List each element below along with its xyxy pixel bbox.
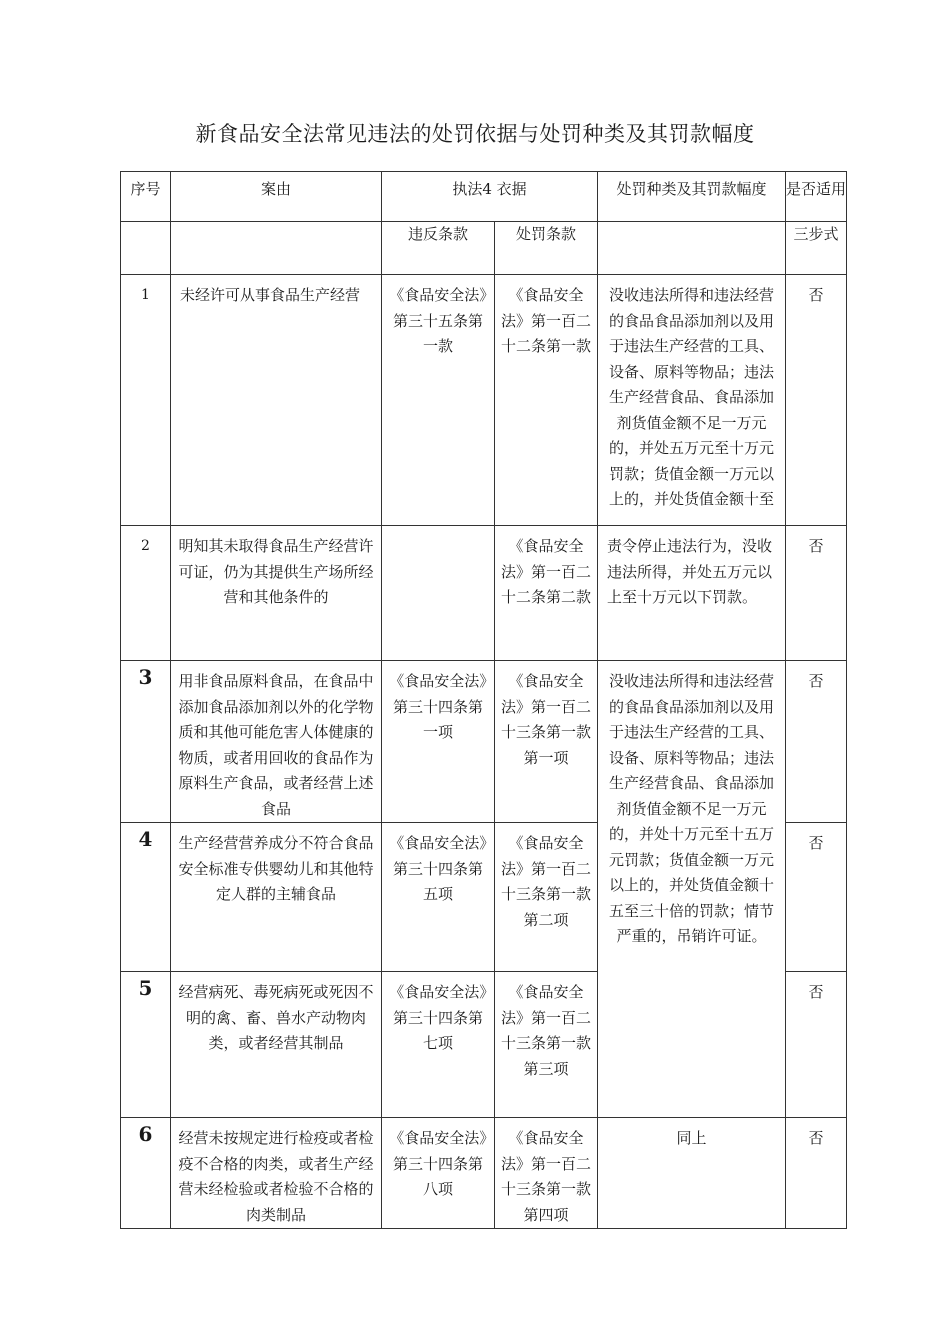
row-applicable: 否 — [786, 661, 847, 823]
table-row — [121, 275, 847, 526]
row-seq: 2 — [121, 526, 171, 661]
row-penalty — [598, 275, 786, 526]
header-applicable-1: 是否适用 — [786, 172, 847, 222]
header-violated: 违反条款 — [382, 222, 495, 275]
header-penalty: 处罚种类及其罚款幅度 — [598, 172, 786, 222]
row-case: 用非食品原料食品，在食品中添加食品添加剂以外的化学物质和其他可能危害人体健康的物质，或者用回收的食品作为原料生产食品，或者经营上述食品 — [171, 661, 382, 823]
row-applicable: 否 — [786, 1118, 847, 1229]
row-punish: 《食品安全法》第一百二十二条第一款 — [495, 275, 598, 526]
table-row — [121, 526, 847, 661]
row-case: 明知其未取得食品生产经营许可证，仍为其提供生产场所经营和其他条件的 — [171, 526, 382, 661]
row-violated — [382, 526, 495, 661]
header-seq: 序号 — [121, 172, 171, 222]
row-applicable: 否 — [786, 526, 847, 661]
row-case: 经营病死、毒死病死或死因不明的禽、畜、兽水产动物肉类，或者经营其制品 — [171, 972, 382, 1118]
row-violated: 《食品安全法》第三十五条第一款 — [382, 275, 495, 526]
header-row — [121, 172, 847, 222]
penalty-table — [120, 171, 847, 1229]
row-violated: 《食品安全法》第三十四条第七项 — [382, 972, 495, 1118]
table-row — [121, 1118, 847, 1229]
row-applicable: 否 — [786, 275, 847, 526]
row-punish: 《食品安全法》第一百二十三条第一款第四项 — [495, 1118, 598, 1229]
header-case: 案由 — [171, 172, 382, 222]
header-basis: 执法4 衣据 — [382, 172, 598, 222]
row-penalty: 责令停止违法行为，没收违法所得，并处五万元以上至十万元以下罚款。 — [598, 526, 786, 661]
row-seq: 6 — [121, 1118, 171, 1229]
subheader-row — [121, 222, 847, 275]
row-penalty-text: 没收违法所得和违法经营的食品食品添加剂以及用于违法生产经营的工具、设备、原料等物品；违法生产经营食品、食品添加剂货值金额不足一万元的，并处五万元至十万元罚款；货值金额一万元以上的，并处货值金额十至 — [608, 286, 774, 508]
row-seq: 5 — [121, 972, 171, 1118]
row-case: 生产经营营养成分不符合食品安全标准专供婴幼儿和其他特定人群的主辅食品 — [171, 823, 382, 972]
row-case: 经营未按规定进行检疫或者检疫不合格的肉类，或者生产经营未经检验或者检验不合格的肉类制品 — [171, 1118, 382, 1229]
row-seq: 3 — [121, 661, 171, 823]
row-violated: 《食品安全法》第三十四条第八项 — [382, 1118, 495, 1229]
row-case: 未经许可从事食品生产经营 — [171, 275, 382, 526]
page-title: 新食品安全法常见违法的处罚依据与处罚种类及其罚款幅度 — [195, 122, 755, 146]
row-punish: 《食品安全法》第一百二十三条第一款第三项 — [495, 972, 598, 1118]
row-seq: 1 — [121, 275, 171, 526]
row-penalty: 同上 — [598, 1118, 786, 1229]
row-punish: 《食品安全法》第一百二十二条第二款 — [495, 526, 598, 661]
row-violated: 《食品安全法》第三十四条第一项 — [382, 661, 495, 823]
table-row — [121, 661, 847, 823]
row-penalty-merged: 没收违法所得和违法经营的食品食品添加剂以及用于违法生产经营的工具、设备、原料等物品；违法生产经营食品、食品添加剂货值金额不足一万元的，并处十万元至十五万元罚款；货值金额一万元以上的，并处货值金额十五至三十倍的罚款；情节严重的，吊销许可证。 — [598, 661, 786, 1118]
row-applicable: 否 — [786, 823, 847, 972]
row-applicable: 否 — [786, 972, 847, 1118]
row-punish: 《食品安全法》第一百二十三条第一款第二项 — [495, 823, 598, 972]
row-seq: 4 — [121, 823, 171, 972]
row-violated: 《食品安全法》第三十四条第五项 — [382, 823, 495, 972]
header-applicable-2: 三步式 — [786, 222, 847, 275]
row-punish: 《食品安全法》第一百二十三条第一款第一项 — [495, 661, 598, 823]
header-punish: 处罚条款 — [495, 222, 598, 275]
